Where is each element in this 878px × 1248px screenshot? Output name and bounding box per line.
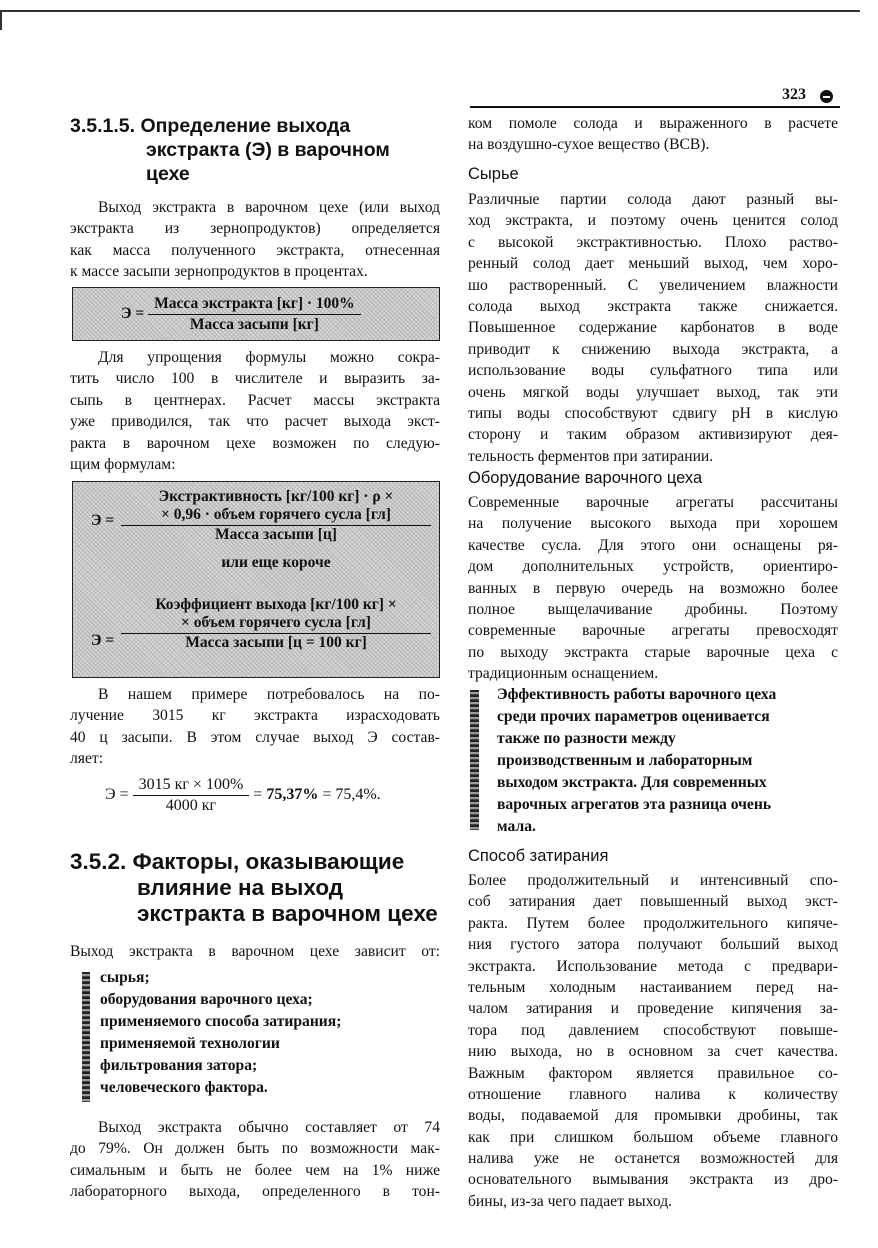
text-line: солода выход экстракта также снижается. — [468, 297, 838, 315]
text-line: воды, подаваемой для промывки дробины, так — [468, 1107, 838, 1125]
paragraph — [468, 870, 838, 1212]
text-line: ренный солод дает меньший выход, чем хоро- — [468, 255, 838, 273]
text-line: традиционным оснащением. — [468, 665, 659, 683]
subheading-mashing: Способ затирания — [468, 847, 609, 865]
text-line: уже приводился, так что расчет выхода экст- — [70, 413, 440, 431]
text-line: среди прочих параметров оценивается — [497, 708, 770, 725]
text-line: соб затирания дает повышенный выход экст- — [468, 893, 838, 911]
text-line: мала. — [497, 818, 536, 835]
text-line: ляет: — [70, 750, 104, 768]
text-line: использование воды сульфатного типа или — [468, 362, 838, 380]
text-line: применяемого способа затирания; — [100, 1013, 342, 1030]
text-line: щим формулам: — [70, 455, 176, 473]
text-line: лучение 3015 кг экстракта израсходовать — [70, 707, 440, 725]
paragraph — [70, 1117, 440, 1203]
text-line: типы воды способствуют сдвигу pH в кислую — [468, 404, 838, 422]
text-line: 40 ц засыпи. В этом случае выход Э состав- — [70, 728, 440, 746]
text-line: Повышенное содержание карбонатов в воде — [468, 319, 838, 337]
text-line: основательного вымывания экстракта из дро- — [468, 1171, 838, 1189]
text-line: ком помоле солода и выраженного в расчете — [468, 115, 838, 132]
text-line: как при слишком большом объеме главного — [468, 1128, 838, 1146]
paragraph — [468, 113, 838, 156]
section-heading-3-5-1-5: 3.5.1.5. Определение выхода экстракта (Э) в варочном цехе — [70, 115, 390, 185]
text-line: тора под давлением способствуют повыше- — [468, 1021, 838, 1039]
text-line: Для упрощения формулы можно сокра- — [98, 349, 440, 366]
formula-box-1: Э = $\frac{\text{Масса экстракта [кг] · 100\%}}{\text{Масса засыпи [кг]}}$ — [72, 287, 440, 341]
paragraph — [70, 197, 440, 283]
text-line: нию выхода, но в основном за счет качества. — [468, 1043, 838, 1061]
page-number: 323 — [782, 86, 806, 103]
text-line: на воздушно-сухое вещество (ВСВ). — [468, 136, 710, 154]
paragraph — [70, 684, 440, 770]
section-heading-3-5-2: 3.5.2. Факторы, оказывающие влияние на выход экстракта в варочном цехе — [70, 849, 438, 926]
text-line: ния густого затора получают больший выход — [468, 936, 838, 954]
text-line: Выход экстракта в варочном цехе (или выход — [98, 199, 440, 216]
text-line: В нашем примере потребовалось на по- — [98, 686, 440, 703]
text-line: ракта. Путем более продолжительного кипяче- — [468, 914, 838, 932]
page-header-rule — [470, 106, 840, 108]
circle-minus-icon — [820, 90, 833, 103]
subheading-equipment: Оборудование варочного цеха — [468, 469, 703, 487]
text-line: экстракта из зернопродуктов) определяется — [70, 220, 440, 238]
text-line: фильтрования затора; — [100, 1057, 258, 1074]
text-line: Более продолжительный и интенсивный спо- — [468, 872, 838, 889]
scan-corner-mark — [0, 12, 42, 30]
text-line: современные варочные агрегаты превосходят — [468, 622, 838, 640]
text-line: шо растворенный. С увеличением влажности — [468, 276, 838, 294]
intro-text: Выход экстракта в варочном цехе зависит от: — [70, 943, 440, 960]
text-line: по выходу экстракта старые варочные цеха с — [468, 643, 838, 661]
paragraph — [70, 347, 440, 475]
text-line: человеческого фактора. — [100, 1079, 268, 1096]
text-line: Важным фактором является правильное со- — [468, 1064, 838, 1082]
text-line: симальным и быть не более чем на 1% ниже — [70, 1161, 440, 1179]
text-line: на получение высокого выхода при хорошем — [468, 515, 838, 533]
text-line: Современные варочные агрегаты рассчитаны — [468, 494, 838, 511]
text-line: как масса полученного экстракта, отнесенная — [70, 241, 440, 259]
text-line: налива уже не останется возможностей для — [468, 1150, 838, 1168]
text-line: ход экстракта, и поэтому очень ценится солод — [468, 212, 838, 230]
text-line: сырья; — [100, 969, 150, 986]
text-line: выходом экстракта. Для современных — [497, 774, 767, 791]
text-line: ракта в варочном цехе возможен по следую- — [70, 434, 440, 452]
text-line: отношение главного налива к количеству — [468, 1085, 838, 1103]
text-line: Различные партии солода дают разный вы- — [468, 191, 838, 208]
text-line: варочных агрегатов эта разница очень — [497, 796, 772, 813]
callout-marker-bar — [470, 690, 479, 830]
text-line: к массе засыпи зернопродуктов в процентах. — [70, 263, 368, 281]
text-line: лабораторного выхода, определенного в тон- — [70, 1183, 440, 1201]
paragraph — [468, 189, 838, 467]
text-line: Эффективность работы варочного цеха — [497, 686, 777, 703]
text-line: оборудования варочного цеха; — [100, 991, 313, 1008]
subheading-raw-materials: Сырье — [468, 165, 519, 183]
example-formula: Э = $\frac{3015 кг \times 100\%}{4000 кг}$ = 75,37% = 75,4%. — [105, 776, 381, 814]
formula-box-2: Э = Экстрактивность [кг/100 кг] · ρ × × 0,96 · объем горячего сусла [гл] Масса засыпи [ц] или еще короче Э = Коэффициент выхода [кг/100 кг] × × объем горячего сусла [гл] Масса засыпи [ц = 100 кг] — [72, 481, 440, 678]
callout-text — [497, 684, 776, 838]
text-line: чалом затирания и проведение кипячения за- — [468, 1000, 838, 1018]
list-marker-bar — [82, 972, 90, 1102]
text-line: сыпь в центнерах. Расчет массы экстракта — [70, 391, 440, 409]
text-line: Выход экстракта обычно составляет от 74 — [98, 1119, 440, 1136]
text-line: экстракта. Использование метода с предвари- — [468, 957, 838, 975]
text-line: дом дополнительных устройств, ориентиро- — [468, 558, 838, 576]
factors-list — [100, 967, 341, 1099]
text-line: до 79%. Он должен быть по возможности мак- — [70, 1140, 440, 1158]
text-line: приводит к снижению выхода экстракта, а — [468, 340, 838, 358]
text-line: тить число 100 в числителе и выразить за- — [70, 370, 440, 388]
text-line: с высокой экстрактивностью. Плохо раство- — [468, 233, 838, 251]
text-line: очень мягкой воды улучшает выход, так эти — [468, 383, 838, 401]
text-line: полное выщелачивание дробины. Поэтому — [468, 600, 838, 618]
text-line: ванных в первую очередь на возможно более — [468, 579, 838, 597]
paragraph — [468, 492, 838, 685]
text-line: производственным и лабораторным — [497, 752, 753, 769]
text-line: сторону и таким образом активизируют дея- — [468, 426, 838, 444]
text-line: тельность ферментов при затирании. — [468, 447, 714, 465]
text-line: также по разности между — [497, 730, 676, 747]
scan-edge-line — [0, 10, 860, 12]
text-line: бины, из-за чего падает выход. — [468, 1192, 673, 1210]
text-line: тельным холодным настаиванием перед на- — [468, 978, 838, 996]
text-line: применяемой технологии — [100, 1035, 280, 1052]
text-line: качестве сусла. Для этого они оснащены ря- — [468, 536, 838, 554]
